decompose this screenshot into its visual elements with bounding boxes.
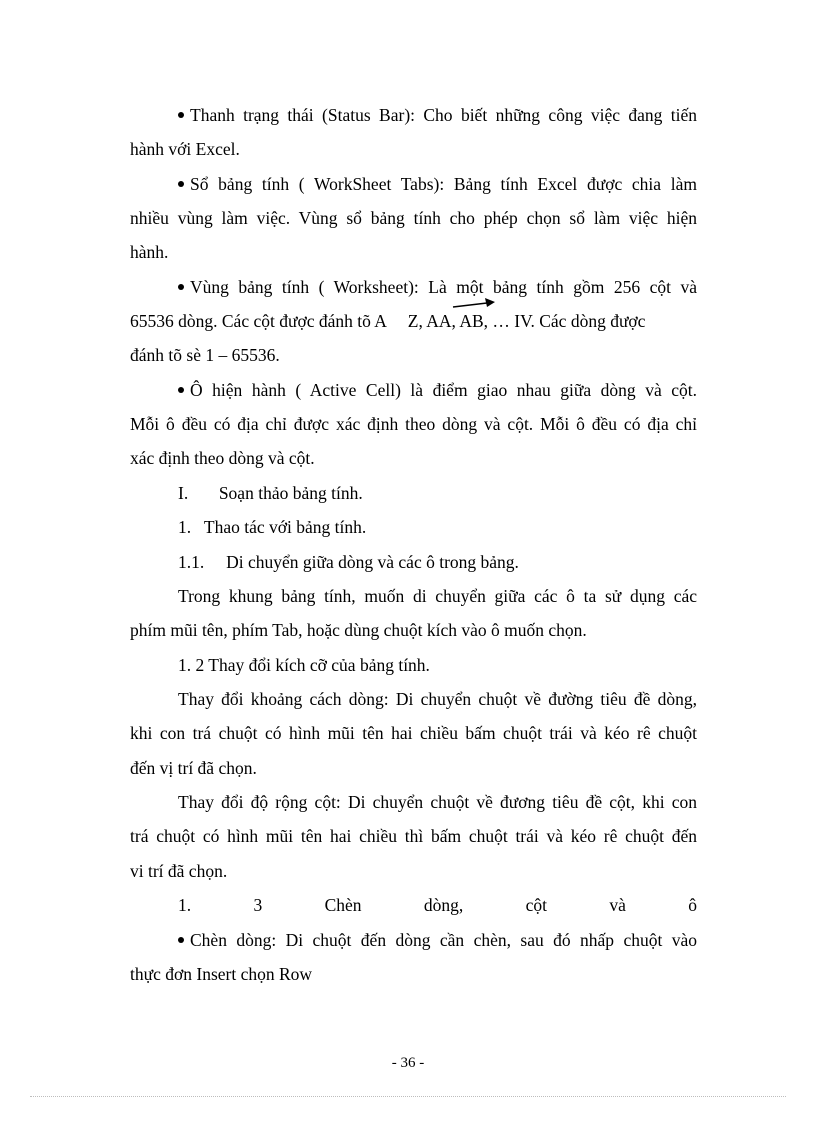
paragraph-row-height-line-1 [178, 688, 697, 710]
bullet-icon [178, 387, 184, 393]
bullet-icon [178, 181, 184, 187]
text: hành. [130, 242, 169, 262]
paragraph-insert-line-2 [130, 963, 697, 985]
text: Vùng bảng tính ( Worksheet): Là một bảng tính gồm 256 cột và [190, 277, 697, 297]
text: phím mũi tên, phím Tab, hoặc dùng chuột kích vào ô muốn chọn. [130, 620, 587, 640]
text: khi con trá chuột có hình mũi tên hai chiều bấm chuột trái và kéo rê chuột [130, 723, 697, 743]
text: Trong khung bảng tính, muốn di chuyển giữa các ô ta sử dụng các [178, 586, 697, 606]
paragraph-col-width-line-2 [130, 825, 697, 847]
paragraph-row-height-line-2 [130, 722, 697, 744]
paragraph-move-line-1 [178, 585, 697, 607]
heading-part: ô [688, 895, 697, 915]
text: nhiều vùng làm việc. Vùng sổ bảng tính cho phép chọn sổ làm việc hiện [130, 208, 697, 228]
heading-part: 1. [178, 895, 192, 915]
paragraph-worksheet-tabs-line-1 [178, 173, 697, 195]
text: Mỗi ô đều có địa chỉ được xác định theo dòng và cột. Mỗi ô đều có địa chỉ [130, 414, 697, 434]
bullet-icon [178, 937, 184, 943]
paragraph-worksheet-line-1 [178, 276, 697, 298]
heading-part: Chèn [324, 895, 362, 915]
heading-part: 3 [253, 895, 263, 915]
bottom-divider [30, 1096, 786, 1097]
text: Ô hiện hành ( Active Cell) là điểm giao nhau giữa dòng và cột. [190, 380, 697, 400]
bullet-icon [178, 112, 184, 118]
paragraph-worksheet-line-2 [130, 310, 697, 332]
paragraph-move-line-2 [130, 619, 697, 641]
heading-move-between-cells: 1.1. Di chuyển giữa dòng và các ô trong bảng. [178, 552, 519, 572]
text: hành với Excel. [130, 139, 240, 159]
text: đánh tõ sè 1 – 65536. [130, 345, 280, 365]
text: Sổ bảng tính ( WorkSheet Tabs): Bảng tính Excel được chia làm [190, 174, 697, 194]
text: trá chuột có hình mũi tên hai chiều thì bấm chuột trái và kéo rê chuột đến [130, 826, 697, 846]
paragraph-worksheet-tabs-line-3 [130, 241, 697, 263]
paragraph-active-cell-line-2 [130, 413, 697, 435]
paragraph-worksheet-line-3 [130, 344, 697, 366]
paragraph-active-cell-line-1 [178, 379, 697, 401]
text: 65536 dòng. Các cột được đánh tõ A Z, AA, AB, … IV. Các dòng được [130, 311, 646, 331]
text: thực đơn Insert chọn Row [130, 964, 313, 984]
text: Thay đổi khoảng cách dòng: Di chuyển chuột về đường tiêu đề dòng, [178, 689, 697, 709]
page-number: - 36 - [391, 1055, 425, 1071]
heading-resize-worksheet: 1. 2 Thay đổi kích cỡ của bảng tính. [178, 655, 430, 675]
heading-insert-row-col-cell [178, 894, 697, 916]
text: Thay đổi độ rộng cột: Di chuyển chuột về đương tiêu đề cột, khi con [178, 792, 697, 812]
paragraph-insert-line-1 [178, 929, 697, 951]
text: Thanh trạng thái (Status Bar): Cho biết những công việc đang tiến [190, 105, 697, 125]
text: đến vị trí đã chọn. [130, 758, 257, 778]
paragraph-status-bar-line-1 [178, 104, 697, 126]
heading-part: cột [525, 895, 547, 915]
paragraph-worksheet-tabs-line-2 [130, 207, 697, 229]
text: Chèn dòng: Di chuột đến dòng cần chèn, sau đó nhấp chuột vào [190, 930, 697, 950]
heading-part: dòng, [423, 895, 464, 915]
bullet-icon [178, 284, 184, 290]
heading-part: và [609, 895, 626, 915]
paragraph-active-cell-line-3 [130, 447, 697, 469]
text: vi trí đã chọn. [130, 861, 228, 881]
heading-worksheet-operations: 1. Thao tác với bảng tính. [178, 517, 367, 537]
right-arrow-icon [451, 298, 495, 312]
paragraph-col-width-line-1 [178, 791, 697, 813]
paragraph-col-width-line-3 [130, 860, 697, 882]
paragraph-row-height-line-3 [130, 757, 697, 779]
paragraph-status-bar-line-2 [130, 138, 697, 160]
text: xác định theo dòng và cột. [130, 448, 315, 468]
heading-edit-worksheet: I. Soạn thảo bảng tính. [178, 483, 363, 503]
